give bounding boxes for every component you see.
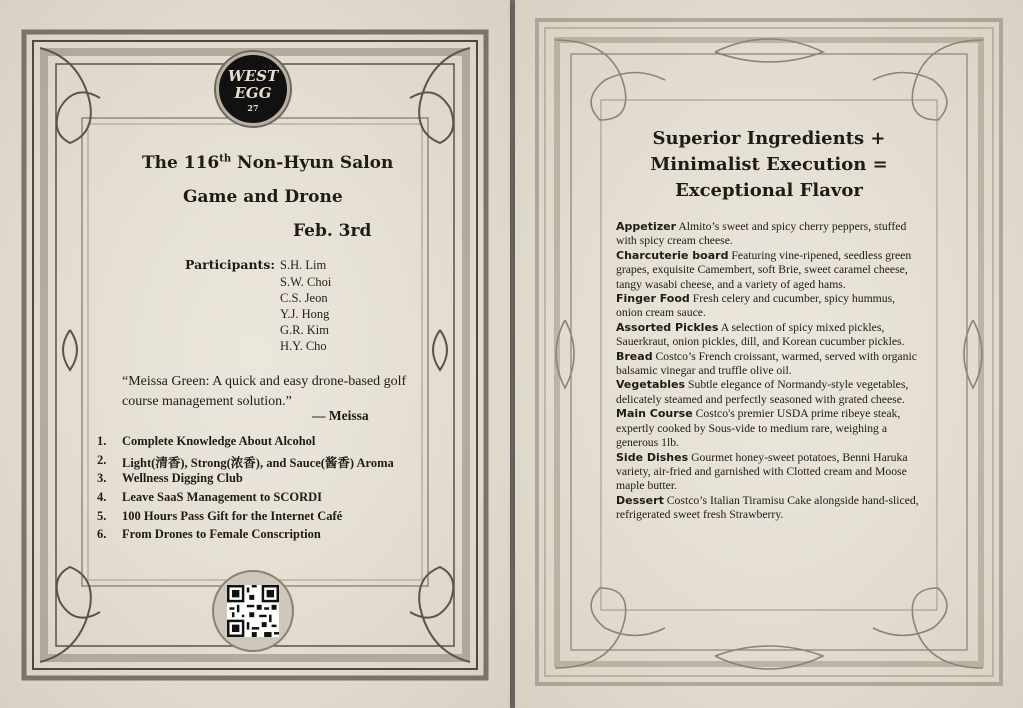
menu-category: Bread xyxy=(616,349,653,363)
menu-item xyxy=(616,220,921,249)
menu-item xyxy=(616,494,921,523)
participant-name: Y.J. Hong xyxy=(280,307,330,321)
menu-category: Finger Food xyxy=(616,292,690,306)
menu-category: Appetizer xyxy=(616,220,677,233)
menu-description: Costco’s Italian Tiramisu Cake alongside hand-sliced, refrigerated sweet fresh Strawberry. xyxy=(616,493,919,522)
menu-description: Subtle elegance of Normandy-style vegetables, delicately steamed and perfectly seasoned with grated cheese. xyxy=(616,378,909,406)
menu-description: Fresh celery and cucumber, spicy hummus, onion cream sauce. xyxy=(616,292,896,320)
quote-author: — Meissa xyxy=(312,408,369,423)
salon-subtitle: Game and Drone xyxy=(183,187,343,207)
menu-category: Assorted Pickles xyxy=(616,320,719,334)
quote-text: “Meissa Green: A quick and easy drone-based golf course management solution.” xyxy=(122,374,407,409)
menu-item xyxy=(616,292,921,321)
qr-code-icon[interactable] xyxy=(227,585,279,637)
menu-item xyxy=(616,378,921,407)
menu-title-line: Exceptional Flavor xyxy=(675,180,863,201)
participants-label: Participants: xyxy=(185,257,275,272)
menu-title-line: Superior Ingredients + xyxy=(652,128,886,149)
agenda-item: 5. 100 Hours Pass Gift for the Internet Café xyxy=(97,508,343,523)
menu-item xyxy=(616,350,921,379)
menu-category: Charcuterie board xyxy=(616,248,729,262)
agenda-item: 1. Complete Knowledge About Alcohol xyxy=(97,434,316,448)
menu-item xyxy=(616,249,921,292)
menu-title-line: Minimalist Execution = xyxy=(650,154,888,175)
agenda-item: 4. Leave SaaS Management to SCORDI xyxy=(97,490,322,505)
menu-description: A selection of spicy mixed pickles, Sauerkraut, onion pickles, dill, and Korean cucumber pickles. xyxy=(616,320,905,349)
west-egg-logo: WEST EGG 27 xyxy=(216,52,290,126)
menu-description: Costco’s French croissant, warmed, served with organic balsamic vinegar and truffle olive oil. xyxy=(616,349,917,378)
participant-name: C.S. Jeon xyxy=(280,291,328,305)
menu-item xyxy=(616,451,921,494)
agenda-item: 6. From Drones to Female Conscription xyxy=(97,527,321,542)
menu-card xyxy=(515,0,1023,708)
invitation-card xyxy=(0,0,510,708)
menu-category: Vegetables xyxy=(616,378,686,392)
menu-category: Dessert xyxy=(616,493,664,507)
agenda-item: 3. Wellness Digging Club xyxy=(97,471,243,486)
menu-category: Main Course xyxy=(616,407,693,421)
menu-category: Side Dishes xyxy=(616,450,689,464)
menu-description: Costco's premier USDA prime ribeye steak, expertly cooked by Sous-vide to medium rare, weighing a generous 1lb. xyxy=(616,407,901,450)
participant-name: G.R. Kim xyxy=(280,323,329,337)
agenda-item: 2. Light(清香), Strong(浓香), and Sauce(酱香) Aroma xyxy=(97,452,394,470)
menu-item xyxy=(616,321,921,350)
participant-name: H.Y. Cho xyxy=(280,339,327,353)
menu-list xyxy=(616,220,921,523)
participant-name: S.W. Choi xyxy=(280,275,332,289)
agenda-list xyxy=(97,434,437,546)
qr-code-medallion xyxy=(212,570,294,652)
participant-name: S.H. Lim xyxy=(280,258,327,272)
menu-description: Almito’s sweet and spicy cherry peppers, stuffed with spicy cream cheese. xyxy=(616,220,907,248)
menu-description: Featuring vine-ripened, seedless green grapes, exquisite Camembert, soft Brie, sweet caramel cheese, tangy wasabi cheese, and a variety of aged hams. xyxy=(616,248,912,291)
menu-description: Gourmet honey-sweet potatoes, Benni Haruka variety, air-fried and garnished with Clotted cream and Moose maple butter. xyxy=(616,450,908,493)
salon-title: The 116th Non-Hyun Salon xyxy=(142,153,394,173)
menu-item xyxy=(616,407,921,450)
event-date: Feb. 3rd xyxy=(293,221,372,241)
